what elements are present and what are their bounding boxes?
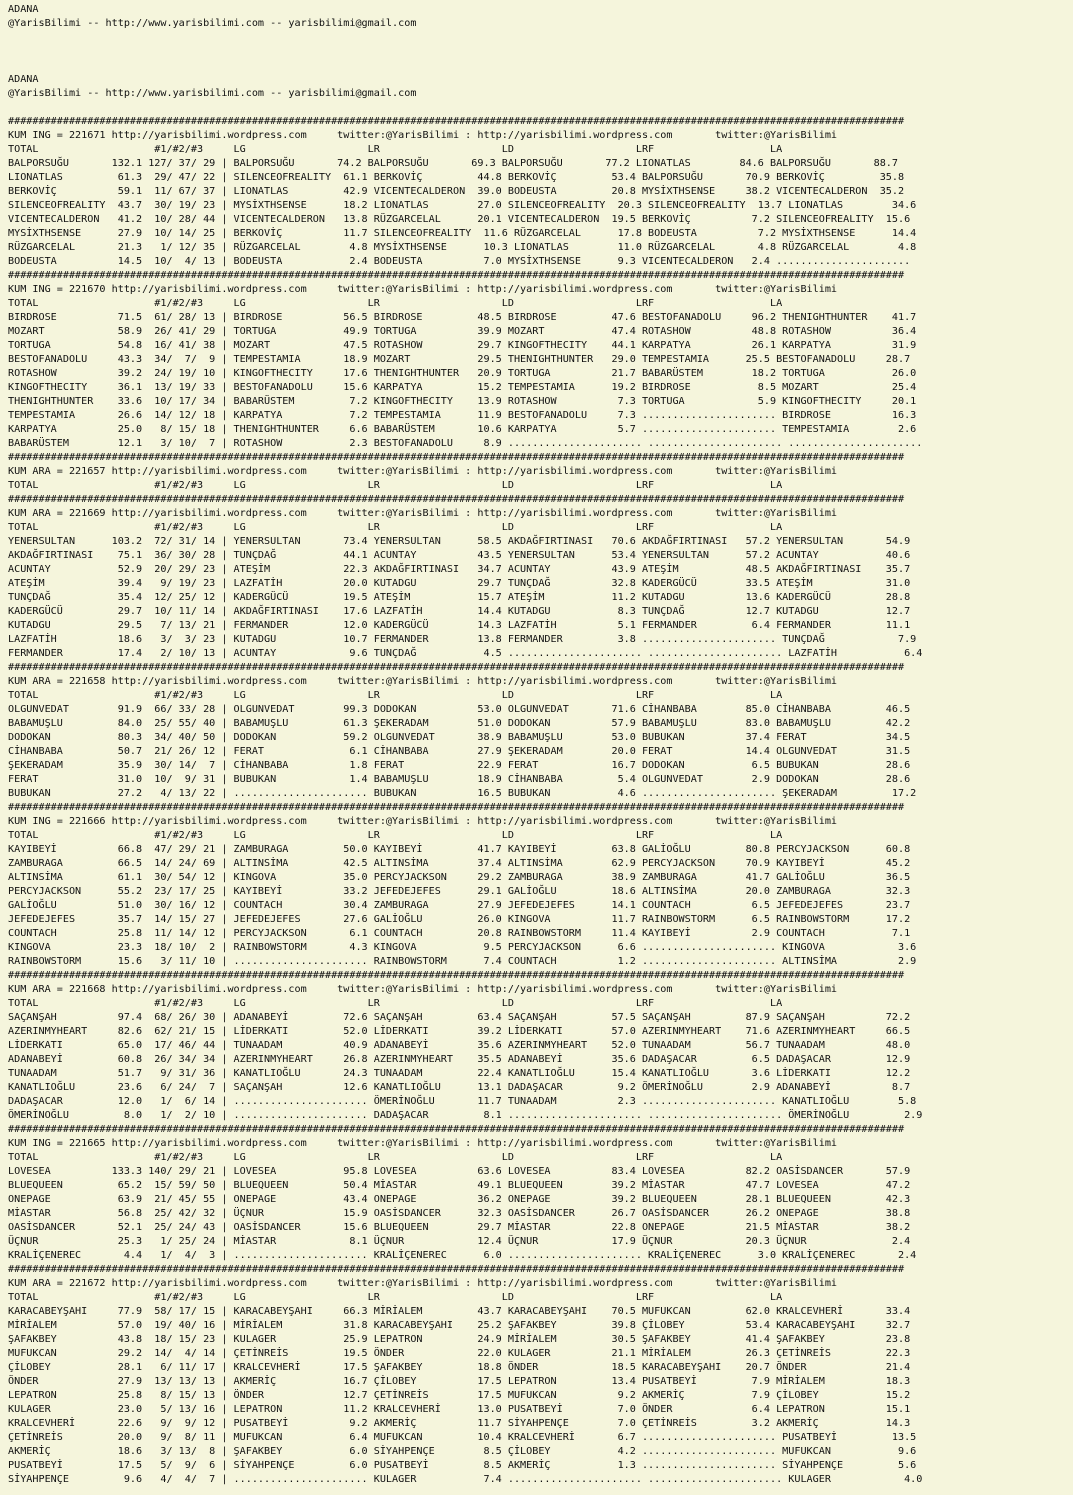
report-line: MİRİALEM 57.0 19/ 40/ 16 | MİRİALEM 31.8 KARACABEYŞAHI 25.2 ŞAFAKBEY 39.8 ÇİLOBEY 53.4 KARACABEYŞAHI 32.7 [8, 1320, 911, 1331]
report-line: BIRDROSE 71.5 61/ 28/ 13 | BIRDROSE 56.5 BIRDROSE 48.5 BIRDROSE 47.6 BESTOFANADOLU 96.2 THENIGHTHUNTER 41.7 [8, 312, 917, 323]
blank-line [8, 59, 1073, 73]
report-line: ÖMERİNOĞLU 8.0 1/ 2/ 10 | ...................... DADAŞACAR 8.1 ...................... ...................... ÖMERİNOĞLU 2.9 [8, 1110, 923, 1121]
report-line: OLGUNVEDAT 91.9 66/ 33/ 28 | OLGUNVEDAT 99.3 DODOKAN 53.0 OLGUNVEDAT 71.6 CİHANBABA 85.0 CİHANBABA 46.5 [8, 704, 911, 715]
report-line: VICENTECALDERON 41.2 10/ 28/ 44 | VICENTECALDERON 13.8 RÜZGARCELAL 20.1 VICENTECALDERON 19.5 BERKOVİÇ 7.2 SILENCEOFREALITY 15.6 [8, 214, 911, 225]
blank-line [8, 31, 1073, 45]
column-header-line: TOTAL #1/#2/#3 LG LR LD LRF LA [8, 480, 783, 491]
column-header-line: TOTAL #1/#2/#3 LG LR LD LRF LA [8, 690, 783, 701]
report-line: ALTINSİMA 61.1 30/ 54/ 12 | KINGOVA 35.0 PERCYJACKSON 29.2 ZAMBURAGA 38.9 ZAMBURAGA 41.7 GALİOĞLU 36.5 [8, 872, 911, 883]
report-line: JEFEDEJEFES 35.7 14/ 15/ 27 | JEFEDEJEFES 27.6 GALİOĞLU 26.0 KINGOVA 11.7 RAINBOWSTORM 6.5 RAINBOWSTORM 17.2 [8, 914, 911, 925]
report-line: ŞAFAKBEY 43.8 18/ 15/ 23 | KULAGER 25.9 LEPATRON 24.9 MİRİALEM 30.5 ŞAFAKBEY 41.4 ŞAFAKBEY 23.8 [8, 1334, 911, 1345]
report-line: TEMPESTAMIA 26.6 14/ 12/ 18 | KARPATYA 7.2 TEMPESTAMIA 11.9 BESTOFANADOLU 7.3 ...................... BIRDROSE 16.3 [8, 410, 917, 421]
report-line: COUNTACH 25.8 11/ 14/ 12 | PERCYJACKSON 6.1 COUNTACH 20.8 RAINBOWSTORM 11.4 KAYIBEYİ 2.9 COUNTACH 7.1 [8, 928, 911, 939]
report-line: LEPATRON 25.8 8/ 15/ 13 | ÖNDER 12.7 ÇETİNREİS 17.5 MUFUKCAN 9.2 AKMERİÇ 7.9 ÇİLOBEY 15.2 [8, 1390, 911, 1401]
report-line: MOZART 58.9 26/ 41/ 29 | TORTUGA 49.9 TORTUGA 39.9 MOZART 47.4 ROTASHOW 48.8 ROTASHOW 36.4 [8, 326, 917, 337]
race-header-line: KUM ING = 221671 http://yarisbilimi.wordpress.com twitter:@YarisBilimi : http://yarisbilimi.wordpress.com twitter:@YarisBilimi [8, 130, 838, 141]
report-line: AZERINMYHEART 82.6 62/ 21/ 15 | LİDERKATI 52.0 LİDERKATI 39.2 LİDERKATI 57.0 AZERINMYHEART 71.6 AZERINMYHEART 66.5 [8, 1026, 911, 1037]
separator-line: ################################################################################################################################################### [8, 662, 905, 673]
report-line: CİHANBABA 50.7 21/ 26/ 12 | FERAT 6.1 CİHANBABA 27.9 ŞEKERADAM 20.0 FERAT 14.4 OLGUNVEDAT 31.5 [8, 746, 911, 757]
report-line: LİDERKATI 65.0 17/ 46/ 44 | TUNAADAM 40.9 ADANABEYİ 35.6 AZERINMYHEART 52.0 TUNAADAM 56.7 TUNAADAM 48.0 [8, 1040, 911, 1051]
race-header-line: KUM ING = 221666 http://yarisbilimi.wordpress.com twitter:@YarisBilimi : http://yarisbilimi.wordpress.com twitter:@YarisBilimi [8, 816, 838, 827]
separator-line: ################################################################################################################################################### [8, 270, 905, 281]
separator-line: ################################################################################################################################################### [8, 970, 905, 981]
column-header-line: TOTAL #1/#2/#3 LG LR LD LRF LA [8, 144, 783, 155]
report-line: YENERSULTAN 103.2 72/ 31/ 14 | YENERSULTAN 73.4 YENERSULTAN 58.5 AKDAĞFIRTINASI 70.6 AKDAĞFIRTINASI 57.2 YENERSULTAN 54.9 [8, 536, 911, 547]
city-title: ADANA [8, 74, 39, 85]
separator-line: ################################################################################################################################################### [8, 802, 905, 813]
race-header-line: KUM ING = 221665 http://yarisbilimi.wordpress.com twitter:@YarisBilimi : http://yarisbilimi.wordpress.com twitter:@YarisBilimi [8, 1138, 838, 1149]
report-line: SAÇANŞAH 97.4 68/ 26/ 30 | ADANABEYİ 72.6 SAÇANŞAH 63.4 SAÇANŞAH 57.5 SAÇANŞAH 87.9 SAÇANŞAH 72.2 [8, 1012, 911, 1023]
report-line: OASİSDANCER 52.1 25/ 24/ 43 | OASİSDANCER 15.6 BLUEQUEEN 29.7 MİASTAR 22.8 ONEPAGE 21.5 MİASTAR 38.2 [8, 1222, 911, 1233]
report-line: ÜÇNUR 25.3 1/ 25/ 24 | MİASTAR 8.1 ÜÇNUR 12.4 ÜÇNUR 17.9 ÜÇNUR 20.3 ÜÇNUR 2.4 [8, 1236, 911, 1247]
contact-line: @YarisBilimi -- http://www.yarisbilimi.com -- yarisbilimi@gmail.com [8, 88, 417, 99]
report-line: ROTASHOW 39.2 24/ 19/ 10 | KINGOFTHECITY 17.6 THENIGHTHUNTER 20.9 TORTUGA 21.7 BABARÜSTEM 18.2 TORTUGA 26.0 [8, 368, 917, 379]
report-line: RAINBOWSTORM 15.6 3/ 11/ 10 | ...................... RAINBOWSTORM 7.4 COUNTACH 1.2 ...................... ALTINSİMA 2.9 [8, 956, 917, 967]
report-line: ÇETİNREİS 20.0 9/ 8/ 11 | MUFUKCAN 6.4 MUFUKCAN 10.4 KRALCEVHERİ 6.7 ...................... PUSATBEYİ 13.5 [8, 1432, 917, 1443]
column-header-line: TOTAL #1/#2/#3 LG LR LD LRF LA [8, 998, 783, 1009]
column-header-line: TOTAL #1/#2/#3 LG LR LD LRF LA [8, 830, 783, 841]
report-line: BODEUSTA 14.5 10/ 4/ 13 | BODEUSTA 2.4 BODEUSTA 7.0 MYSİXTHSENSE 9.3 VICENTECALDERON 2.4 ...................... [8, 256, 911, 267]
report-line: LIONATLAS 61.3 29/ 47/ 22 | SILENCEOFREALITY 61.1 BERKOVİÇ 44.8 BERKOVİÇ 53.4 BALPORSUĞU 70.9 BERKOVİÇ 35.8 [8, 172, 905, 183]
separator-line: ################################################################################################################################################### [8, 1264, 905, 1275]
report-line: KUTADGU 29.5 7/ 13/ 21 | FERMANDER 12.0 KADERGÜCÜ 14.3 LAZFATİH 5.1 FERMANDER 6.4 FERMANDER 11.1 [8, 620, 911, 631]
report-line: PUSATBEYİ 17.5 5/ 9/ 6 | SİYAHPENÇE 6.0 PUSATBEYİ 8.5 AKMERİÇ 1.3 ...................... SİYAHPENÇE 5.6 [8, 1460, 917, 1471]
report-line: AKDAĞFIRTINASI 75.1 36/ 30/ 28 | TUNÇDAĞ 44.1 ACUNTAY 43.5 YENERSULTAN 53.4 YENERSULTAN 57.2 ACUNTAY 40.6 [8, 550, 911, 561]
report-line: TUNAADAM 51.7 9/ 31/ 36 | KANATLIOĞLU 24.3 TUNAADAM 22.4 KANATLIOĞLU 15.4 KANATLIOĞLU 3.6 LİDERKATI 12.2 [8, 1068, 911, 1079]
report-line: FERAT 31.0 10/ 9/ 31 | BUBUKAN 1.4 BABAMUŞLU 18.9 CİHANBABA 5.4 OLGUNVEDAT 2.9 DODOKAN 28.6 [8, 774, 911, 785]
report-line: DADAŞACAR 12.0 1/ 6/ 14 | ...................... ÖMERİNOĞLU 11.7 TUNAADAM 2.3 ...................... KANATLIOĞLU 5.8 [8, 1096, 917, 1107]
report-line: ÖNDER 27.9 13/ 13/ 13 | AKMERİÇ 16.7 ÇİLOBEY 17.5 LEPATRON 13.4 PUSATBEYİ 7.9 MİRİALEM 18.3 [8, 1376, 911, 1387]
report-line: BABARÜSTEM 12.1 3/ 10/ 7 | ROTASHOW 2.3 BESTOFANADOLU 8.9 ...................... ...................... ...................... [8, 438, 923, 449]
report-line: KARACABEYŞAHI 77.9 58/ 17/ 15 | KARACABEYŞAHI 66.3 MİRİALEM 43.7 KARACABEYŞAHI 70.5 MUFUKCAN 62.0 KRALCEVHERİ 33.4 [8, 1306, 911, 1317]
contact-line: @YarisBilimi -- http://www.yarisbilimi.com -- yarisbilimi@gmail.com [8, 18, 417, 29]
report-line: KINGOVA 23.3 18/ 10/ 2 | RAINBOWSTORM 4.3 KINGOVA 9.5 PERCYJACKSON 6.6 ...................... KINGOVA 3.6 [8, 942, 917, 953]
report-line: RÜZGARCELAL 21.3 1/ 12/ 35 | RÜZGARCELAL 4.8 MYSİXTHSENSE 10.3 LIONATLAS 11.0 RÜZGARCELAL 4.8 RÜZGARCELAL 4.8 [8, 242, 917, 253]
report-line: ŞEKERADAM 35.9 30/ 14/ 7 | CİHANBABA 1.8 FERAT 22.9 FERAT 16.7 DODOKAN 6.5 BUBUKAN 28.6 [8, 760, 911, 771]
report-line: ATEŞİM 39.4 9/ 19/ 23 | LAZFATİH 20.0 KUTADGU 29.7 TUNÇDAĞ 32.8 KADERGÜCÜ 33.5 ATEŞİM 31.0 [8, 578, 911, 589]
separator-line: ################################################################################################################################################### [8, 116, 905, 127]
report-line: LOVESEA 133.3 140/ 29/ 21 | LOVESEA 95.8 LOVESEA 63.6 LOVESEA 83.4 LOVESEA 82.2 OASİSDANCER 57.9 [8, 1166, 911, 1177]
race-header-line: KUM ARA = 221657 http://yarisbilimi.wordpress.com twitter:@YarisBilimi : http://yarisbilimi.wordpress.com twitter:@YarisBilimi [8, 466, 838, 477]
report-line: FERMANDER 17.4 2/ 10/ 13 | ACUNTAY 9.6 TUNÇDAĞ 4.5 ...................... ...................... LAZFATİH 6.4 [8, 648, 923, 659]
report-line: ADANABEYİ 60.8 26/ 34/ 34 | AZERINMYHEART 26.8 AZERINMYHEART 35.5 ADANABEYİ 35.6 DADAŞACAR 6.5 DADAŞACAR 12.9 [8, 1054, 911, 1065]
report-line: TUNÇDAĞ 35.4 12/ 25/ 12 | KADERGÜCÜ 19.5 ATEŞİM 15.7 ATEŞİM 11.2 KUTADGU 13.6 KADERGÜCÜ 28.8 [8, 592, 911, 603]
report-line: TORTUGA 54.8 16/ 41/ 38 | MOZART 47.5 ROTASHOW 29.7 KINGOFTHECITY 44.1 KARPATYA 26.1 KARPATYA 31.9 [8, 340, 917, 351]
report-line: KINGOFTHECITY 36.1 13/ 19/ 33 | BESTOFANADOLU 15.6 KARPATYA 15.2 TEMPESTAMIA 19.2 BIRDROSE 8.5 MOZART 25.4 [8, 382, 917, 393]
report-line: MİASTAR 56.8 25/ 42/ 32 | ÜÇNUR 15.9 OASİSDANCER 32.3 OASİSDANCER 26.7 OASİSDANCER 26.2 ONEPAGE 38.8 [8, 1208, 911, 1219]
report-line: ONEPAGE 63.9 21/ 45/ 55 | ONEPAGE 43.4 ONEPAGE 36.2 ONEPAGE 39.2 BLUEQUEEN 28.1 BLUEQUEEN 42.3 [8, 1194, 911, 1205]
report-line: KADERGÜCÜ 29.7 10/ 11/ 14 | AKDAĞFIRTINASI 17.6 LAZFATİH 14.4 KUTADGU 8.3 TUNÇDAĞ 12.7 KUTADGU 12.7 [8, 606, 911, 617]
report-line: PERCYJACKSON 55.2 23/ 17/ 25 | KAYIBEYİ 33.2 JEFEDEJEFES 29.1 GALİOĞLU 18.6 ALTINSİMA 20.0 ZAMBURAGA 32.3 [8, 886, 911, 897]
report-line: BERKOVİÇ 59.1 11/ 67/ 37 | LIONATLAS 42.9 VICENTECALDERON 39.0 BODEUSTA 20.8 MYSİXTHSENSE 38.2 VICENTECALDERON 35.2 [8, 186, 905, 197]
report-line: AKMERİÇ 18.6 3/ 13/ 8 | ŞAFAKBEY 6.0 SİYAHPENÇE 8.5 ÇİLOBEY 4.2 ...................... MUFUKCAN 9.6 [8, 1446, 917, 1457]
report-line: BUBUKAN 27.2 4/ 13/ 22 | ...................... BUBUKAN 16.5 BUBUKAN 4.6 ...................... ŞEKERADAM 17.2 [8, 788, 917, 799]
report-line: KRALİÇENEREC 4.4 1/ 4/ 3 | ...................... KRALİÇENEREC 6.0 ...................... KRALİÇENEREC 3.0 KRALİÇENEREC 2.4 [8, 1250, 917, 1261]
race-header-line: KUM ARA = 221672 http://yarisbilimi.wordpress.com twitter:@YarisBilimi : http://yarisbilimi.wordpress.com twitter:@YarisBilimi [8, 1278, 838, 1289]
column-header-line: TOTAL #1/#2/#3 LG LR LD LRF LA [8, 1152, 783, 1163]
report-line: MUFUKCAN 29.2 14/ 4/ 14 | ÇETİNREİS 19.5 ÖNDER 22.0 KULAGER 21.1 MİRİALEM 26.3 ÇETİNREİS 22.3 [8, 1348, 911, 1359]
separator-line: ################################################################################################################################################### [8, 452, 905, 463]
report-line: BABAMUŞLU 84.0 25/ 55/ 40 | BABAMUŞLU 61.3 ŞEKERADAM 51.0 DODOKAN 57.9 BABAMUŞLU 83.0 BABAMUŞLU 42.2 [8, 718, 911, 729]
race-header-line: KUM ARA = 221669 http://yarisbilimi.wordpress.com twitter:@YarisBilimi : http://yarisbilimi.wordpress.com twitter:@YarisBilimi [8, 508, 838, 519]
report-line: KARPATYA 25.0 8/ 15/ 18 | THENIGHTHUNTER 6.6 BABARÜSTEM 10.6 KARPATYA 5.7 ...................... TEMPESTAMIA 2.6 [8, 424, 917, 435]
report-line: DODOKAN 80.3 34/ 40/ 50 | DODOKAN 59.2 OLGUNVEDAT 38.9 BABAMUŞLU 53.0 BUBUKAN 37.4 FERAT 34.5 [8, 732, 911, 743]
city-title: ADANA [8, 4, 39, 15]
blank-line [8, 45, 1073, 59]
report-line: KANATLIOĞLU 23.6 6/ 24/ 7 | SAÇANŞAH 12.6 KANATLIOĞLU 13.1 DADAŞACAR 9.2 ÖMERİNOĞLU 2.9 ADANABEYİ 8.7 [8, 1082, 911, 1093]
report-line: ÇİLOBEY 28.1 6/ 11/ 17 | KRALCEVHERİ 17.5 ŞAFAKBEY 18.8 ÖNDER 18.5 KARACABEYŞAHI 20.7 ÖNDER 21.4 [8, 1362, 911, 1373]
column-header-line: TOTAL #1/#2/#3 LG LR LD LRF LA [8, 522, 783, 533]
report-line: BLUEQUEEN 65.2 15/ 59/ 50 | BLUEQUEEN 50.4 MİASTAR 49.1 BLUEQUEEN 39.2 MİASTAR 47.7 LOVESEA 47.2 [8, 1180, 911, 1191]
race-header-line: KUM ARA = 221668 http://yarisbilimi.wordpress.com twitter:@YarisBilimi : http://yarisbilimi.wordpress.com twitter:@YarisBilimi [8, 984, 838, 995]
report-line: LAZFATİH 18.6 3/ 3/ 23 | KUTADGU 10.7 FERMANDER 13.8 FERMANDER 3.8 ...................... TUNÇDAĞ 7.9 [8, 634, 917, 645]
report-line: ACUNTAY 52.9 20/ 29/ 23 | ATEŞİM 22.3 AKDAĞFIRTINASI 34.7 ACUNTAY 43.9 ATEŞİM 48.5 AKDAĞFIRTINASI 35.7 [8, 564, 911, 575]
separator-line: ################################################################################################################################################### [8, 1124, 905, 1135]
report-line: KRALCEVHERİ 22.6 9/ 9/ 12 | PUSATBEYİ 9.2 AKMERİÇ 11.7 SİYAHPENÇE 7.0 ÇETİNREİS 3.2 AKMERİÇ 14.3 [8, 1418, 911, 1429]
report-line: MYSİXTHSENSE 27.9 10/ 14/ 25 | BERKOVİÇ 11.7 SILENCEOFREALITY 11.6 RÜZGARCELAL 17.8 BODEUSTA 7.2 MYSİXTHSENSE 14.4 [8, 228, 917, 239]
column-header-line: TOTAL #1/#2/#3 LG LR LD LRF LA [8, 1292, 783, 1303]
report-line: KULAGER 23.0 5/ 13/ 16 | LEPATRON 11.2 KRALCEVHERİ 13.0 PUSATBEYİ 7.0 ÖNDER 6.4 LEPATRON 15.1 [8, 1404, 911, 1415]
column-header-line: TOTAL #1/#2/#3 LG LR LD LRF LA [8, 298, 783, 309]
blank-line [8, 101, 1073, 115]
report-line: SILENCEOFREALITY 43.7 30/ 19/ 23 | MYSİXTHSENSE 18.2 LIONATLAS 27.0 SILENCEOFREALITY 20.3 SILENCEOFREALITY 13.7 LIONATLAS 34.6 [8, 200, 917, 211]
race-header-line: KUM ARA = 221658 http://yarisbilimi.wordpress.com twitter:@YarisBilimi : http://yarisbilimi.wordpress.com twitter:@YarisBilimi [8, 676, 838, 687]
separator-line: ################################################################################################################################################### [8, 494, 905, 505]
report-line: KAYIBEYİ 66.8 47/ 29/ 21 | ZAMBURAGA 50.0 KAYIBEYİ 41.7 KAYIBEYİ 63.8 GALİOĞLU 80.8 PERCYJACKSON 60.8 [8, 844, 911, 855]
report-line: BALPORSUĞU 132.1 127/ 37/ 29 | BALPORSUĞU 74.2 BALPORSUĞU 69.3 BALPORSUĞU 77.2 LIONATLAS 84.6 BALPORSUĞU 88.7 [8, 158, 898, 169]
report-line: SİYAHPENÇE 9.6 4/ 4/ 7 | ...................... KULAGER 7.4 ...................... ...................... KULAGER 4.0 [8, 1474, 923, 1485]
report-line: ZAMBURAGA 66.5 14/ 24/ 69 | ALTINSİMA 42.5 ALTINSİMA 37.4 ALTINSİMA 62.9 PERCYJACKSON 70.9 KAYIBEYİ 45.2 [8, 858, 911, 869]
report-line: BESTOFANADOLU 43.3 34/ 7/ 9 | TEMPESTAMIA 18.9 MOZART 29.5 THENIGHTHUNTER 29.0 TEMPESTAMIA 25.5 BESTOFANADOLU 28.7 [8, 354, 911, 365]
race-header-line: KUM ING = 221670 http://yarisbilimi.wordpress.com twitter:@YarisBilimi : http://yarisbilimi.wordpress.com twitter:@YarisBilimi [8, 284, 838, 295]
report-line: THENIGHTHUNTER 33.6 10/ 17/ 34 | BABARÜSTEM 7.2 KINGOFTHECITY 13.9 ROTASHOW 7.3 TORTUGA 5.9 KINGOFTHECITY 20.1 [8, 396, 917, 407]
report-line: GALİOĞLU 51.0 30/ 16/ 12 | COUNTACH 30.4 ZAMBURAGA 27.9 JEFEDEJEFES 14.1 COUNTACH 6.5 JEFEDEJEFES 23.7 [8, 900, 911, 911]
